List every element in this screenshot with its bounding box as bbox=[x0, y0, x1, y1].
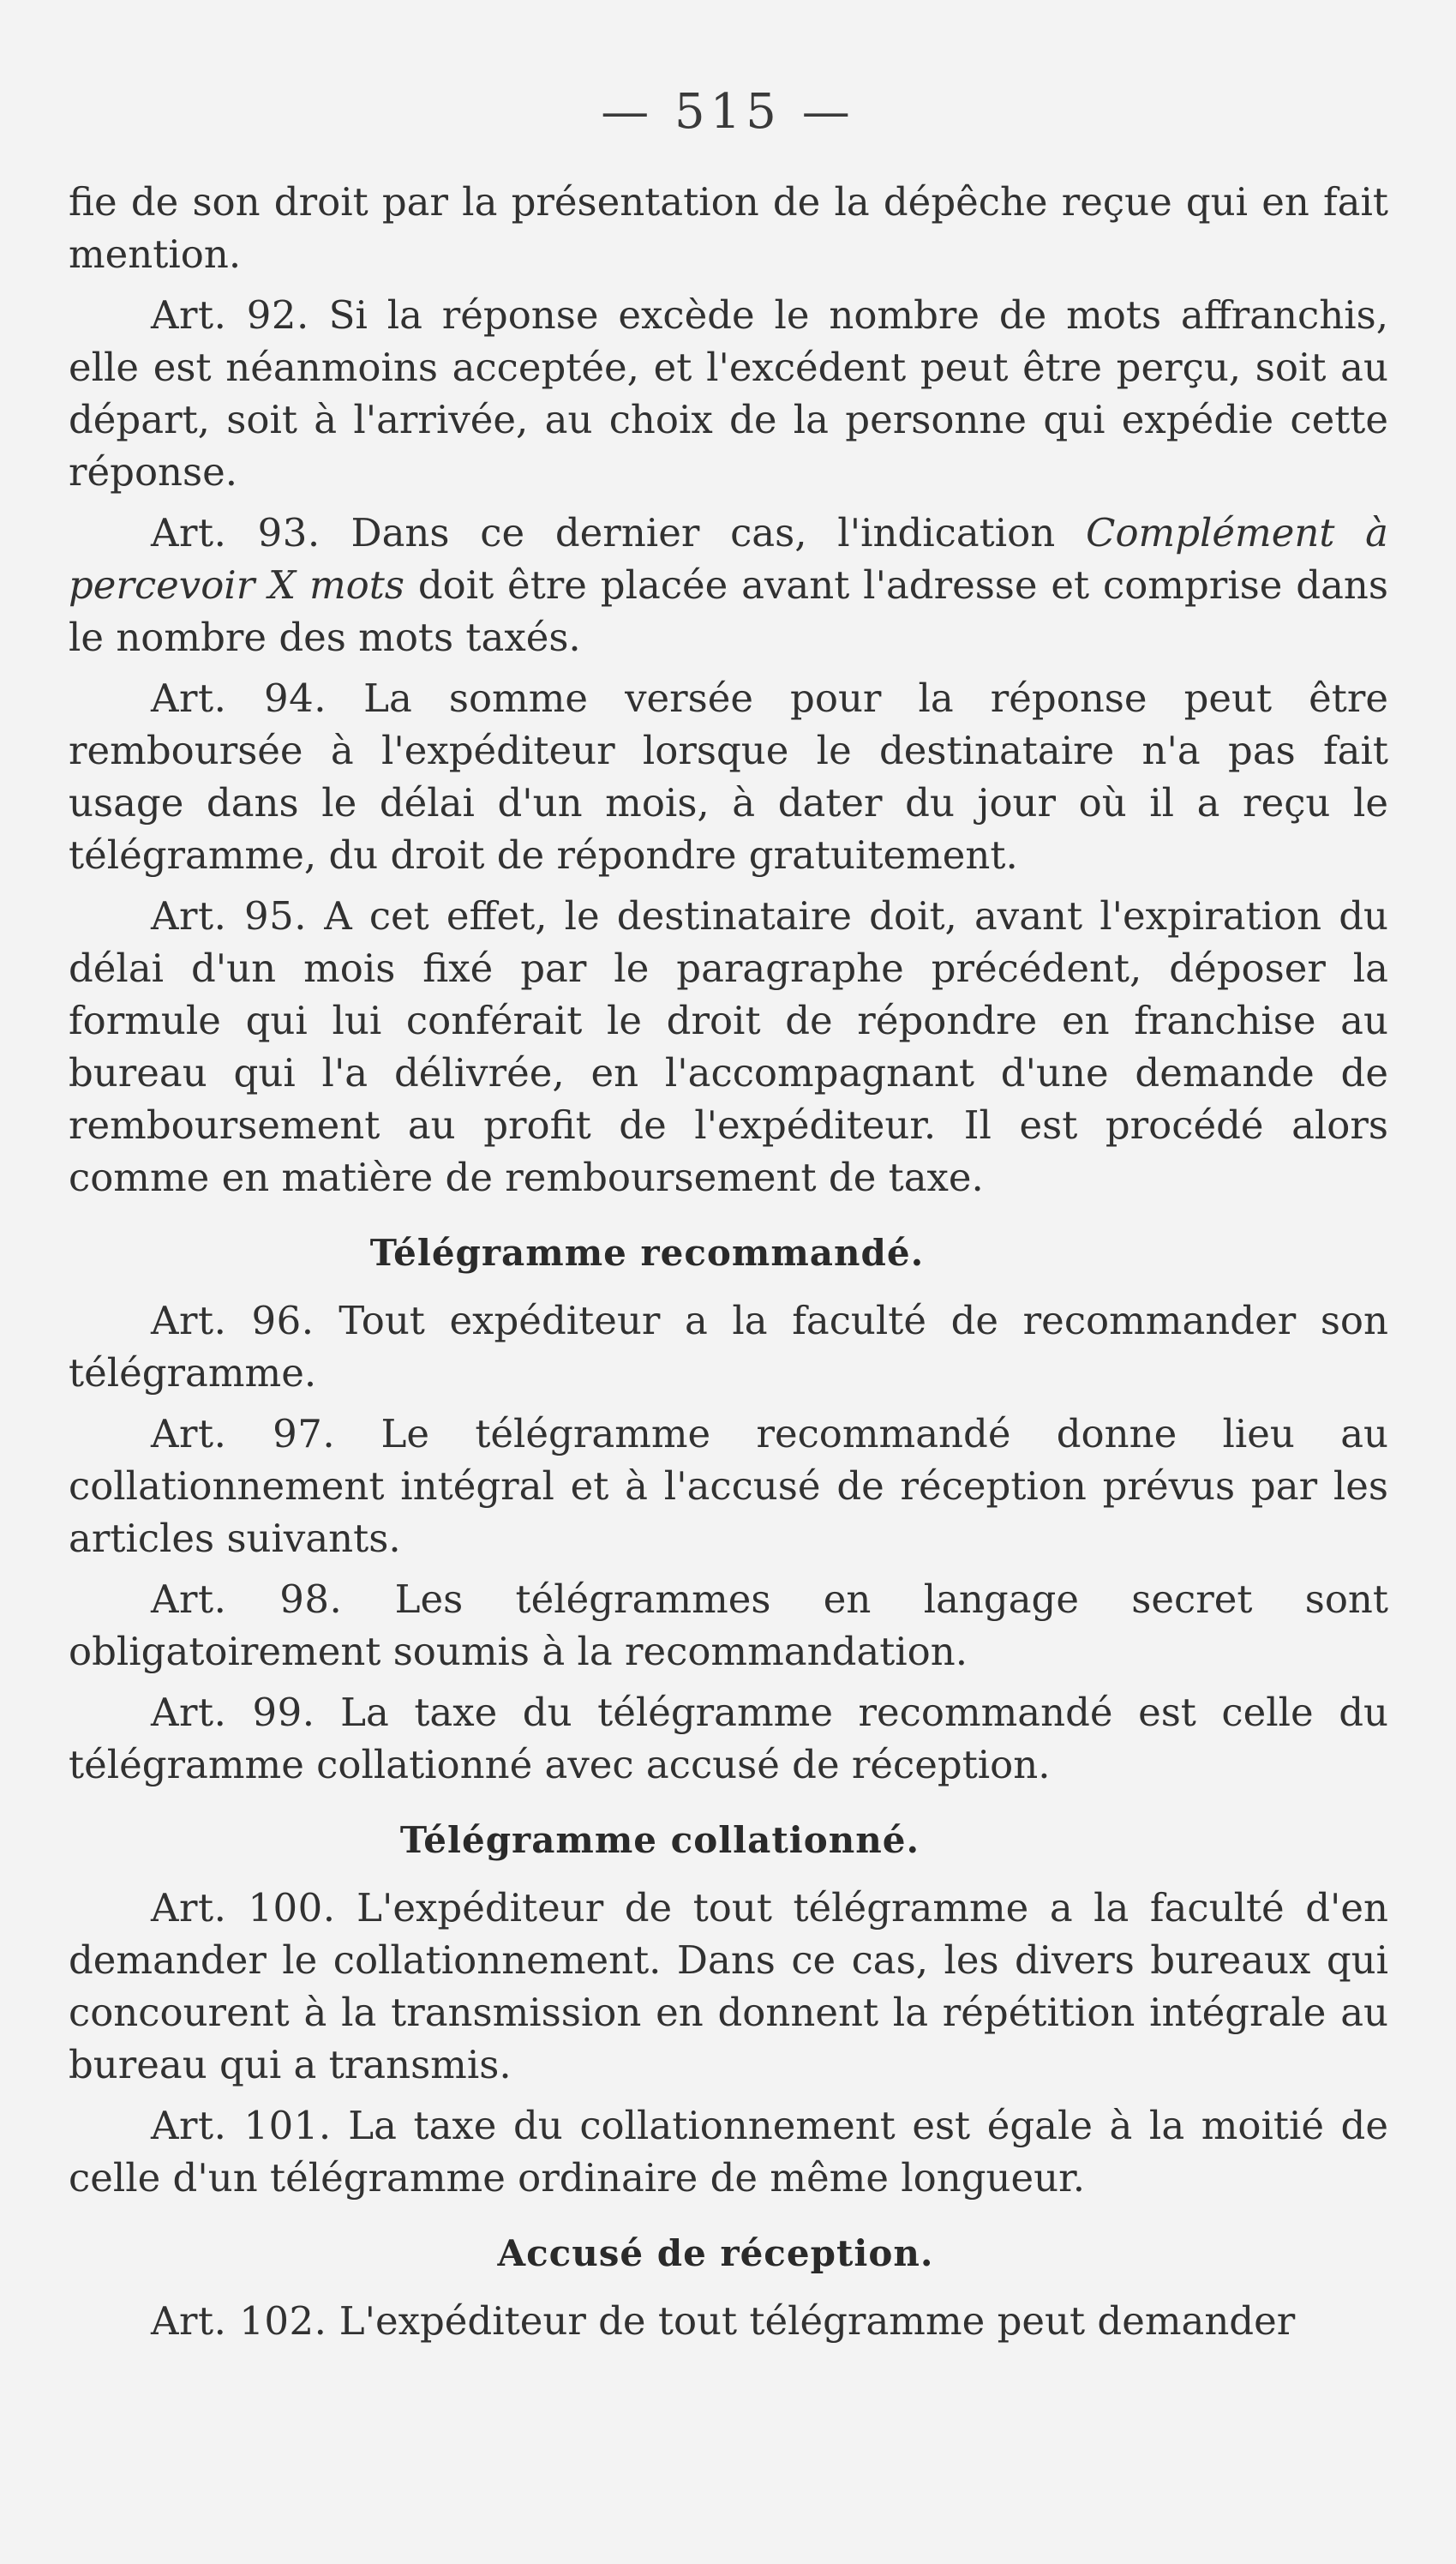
article-text: Dans ce dernier cas, l'indication bbox=[351, 510, 1056, 555]
article-label: Art. 95. bbox=[151, 893, 308, 939]
article-label: Art. 101. bbox=[151, 2103, 332, 2148]
page-number: — 515 — bbox=[601, 84, 855, 140]
article-label: Art. 93. bbox=[151, 510, 321, 555]
article-italic-text: Complément à percevoir X mots bbox=[69, 510, 1389, 608]
article-label: Art. 102. bbox=[151, 2298, 327, 2344]
article-101 bbox=[69, 2099, 1388, 2204]
section-heading-accuse: Accusé de réception. bbox=[497, 2232, 934, 2274]
article-text: doit être placée avant l'adresse et comprise dans le nombre des mots taxés. bbox=[69, 562, 1388, 660]
paragraph-text: fie de son droit par la présentation de la dépêche reçue qui en fait mention. bbox=[69, 179, 1388, 277]
section-heading-collationne: Télégramme collationné. bbox=[399, 1819, 920, 1861]
article-text: L'expéditeur de tout télégramme a la faculté d'en demander le collationnement. Dans ce cas, les divers bureaux qui concourent à la transmission en donnent la répétition intégrale au bureau qui a transmis. bbox=[69, 1885, 1388, 2087]
article-label: Art. 94. bbox=[151, 676, 327, 721]
article-92 bbox=[69, 289, 1388, 498]
article-text: Le télégramme recommandé donne lieu au collationnement intégral et à l'accusé de réception prévus par les articles suivants. bbox=[69, 1411, 1389, 1561]
article-label: Art. 98. bbox=[151, 1576, 343, 1622]
article-text: Les télégrammes en langage secret sont obligatoirement soumis à la recommandation. bbox=[69, 1576, 1388, 1674]
document-body bbox=[69, 176, 1388, 2356]
article-94 bbox=[69, 672, 1388, 881]
article-label: Art. 92. bbox=[151, 292, 309, 338]
article-95 bbox=[69, 890, 1388, 1204]
article-text: La taxe du télégramme recommandé est celle du télégramme collationné avec accusé de réception. bbox=[69, 1690, 1389, 1787]
article-96 bbox=[69, 1294, 1388, 1399]
article-label: Art. 97. bbox=[151, 1411, 336, 1456]
article-text: Si la réponse excède le nombre de mots affranchis, elle est néanmoins acceptée, et l'excédent peut être perçu, soit au départ, soit à l'arrivée, au choix de la personne qui expédie cette réponse. bbox=[69, 292, 1389, 495]
paragraph-continuation bbox=[69, 176, 1388, 280]
article-label: Art. 100. bbox=[151, 1885, 336, 1931]
article-text: Tout expéditeur a la faculté de recommander son télégramme. bbox=[69, 1298, 1388, 1396]
article-98 bbox=[69, 1573, 1388, 1678]
article-label: Art. 99. bbox=[151, 1690, 315, 1735]
article-text: La somme versée pour la réponse peut être remboursée à l'expéditeur lorsque le destinataire n'a pas fait usage dans le délai d'un mois, à dater du jour où il a reçu le télégramme, du droit de répondre gratuitement. bbox=[69, 676, 1389, 878]
article-100 bbox=[69, 1882, 1388, 2091]
article-93 bbox=[69, 507, 1388, 664]
article-text: L'expéditeur de tout télégramme peut demander bbox=[339, 2298, 1296, 2344]
article-102 bbox=[69, 2295, 1388, 2347]
article-label: Art. 96. bbox=[151, 1298, 315, 1343]
article-97 bbox=[69, 1408, 1388, 1564]
section-heading-recommande: Télégramme recommandé. bbox=[369, 1232, 925, 1274]
article-text: A cet effet, le destinataire doit, avant l'expiration du délai d'un mois fixé par le paragraphe précédent, déposer la formule qui lui conférait le droit de répondre en franchise au bureau qui l'a délivrée, en l'accompagnant d'une demande de remboursement au profit de l'expéditeur. Il est procédé alors comme en matière de remboursement de taxe. bbox=[69, 893, 1388, 1200]
article-99 bbox=[69, 1686, 1388, 1791]
article-text: La taxe du collationnement est égale à la moitié de celle d'un télégramme ordinaire de même longueur. bbox=[69, 2103, 1388, 2201]
